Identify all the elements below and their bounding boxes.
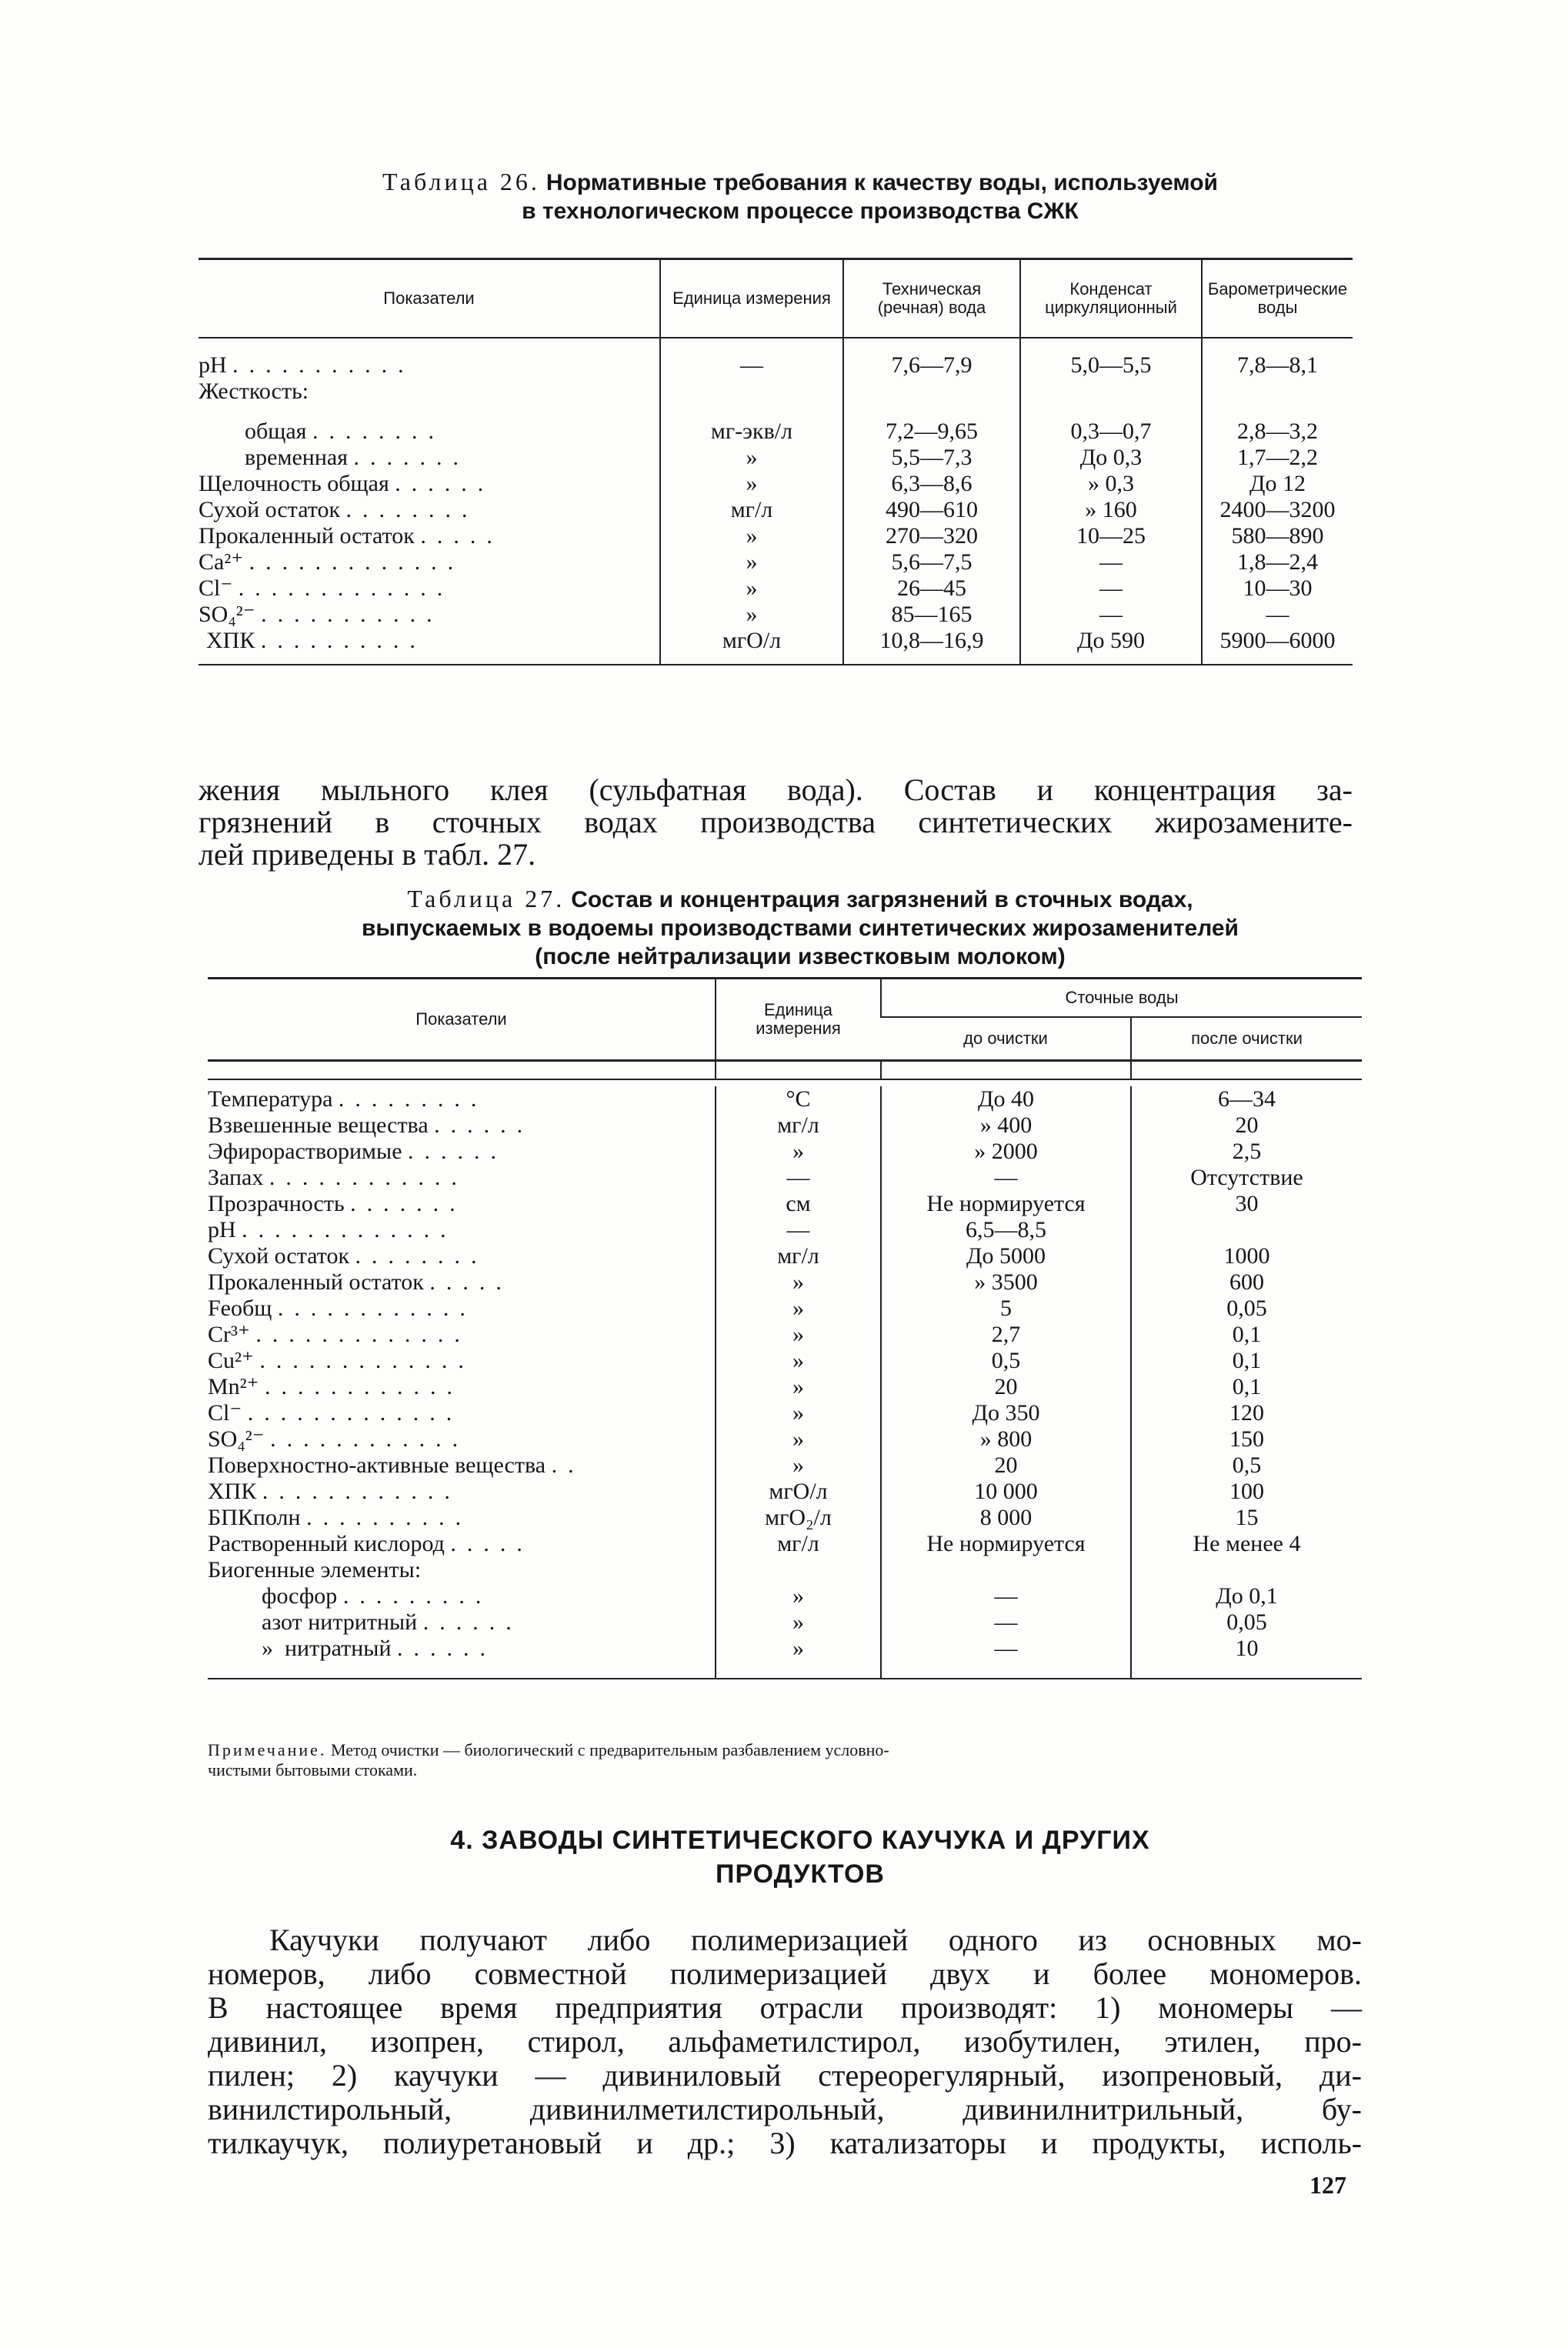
table-26-title-line2: в технологическом процессе производства СЖК	[522, 198, 1079, 224]
table-27-row-name: Cu²⁺	[208, 1348, 254, 1373]
table-26-cell: 26—45	[843, 575, 1020, 602]
table-27-cell-unit: »	[716, 1139, 881, 1165]
table-26-row-name: Жесткость:	[199, 379, 309, 404]
table-26-cell-unit: —	[660, 352, 843, 379]
table-27-cell: 0,5	[881, 1348, 1131, 1374]
table-row: SO₄²⁻ ............ » » 800 150	[208, 1426, 1362, 1452]
table-row: Прозрачность ....... см Не нормируется 30	[208, 1191, 1362, 1217]
body-paragraph-1	[199, 774, 1353, 871]
table-27-cell: Не нормируется	[881, 1191, 1131, 1217]
table-row: Щелочность общая ...... » 6,3—8,6 » 0,3 До 12	[199, 471, 1353, 497]
table-27-cell-unit: »	[716, 1269, 881, 1296]
table-27-cell: 20	[881, 1374, 1131, 1400]
table-27-cell: » 3500	[881, 1269, 1131, 1296]
table-26-header-unit: Единица измерения	[660, 259, 843, 339]
table-26-cell-unit: »	[660, 602, 843, 628]
table-26-cell: » 0,3	[1020, 471, 1202, 497]
table-27-row-name: Запах	[208, 1165, 264, 1190]
table-27-cell: 15	[1131, 1505, 1362, 1531]
table-27-cell-unit: »	[716, 1583, 881, 1609]
table-26-cell: 6,3—8,6	[843, 471, 1020, 497]
table-27-row-name: Cl⁻	[208, 1400, 242, 1426]
table-27-cell: 0,1	[1131, 1374, 1362, 1400]
table-27-cell: 6—34	[1131, 1086, 1362, 1112]
table-26-cell: До 0,3	[1020, 445, 1202, 471]
table-26-cell: » 160	[1020, 497, 1202, 523]
table-26-cell: 10,8—16,9	[843, 628, 1020, 654]
table-27-row-name: ХПК	[208, 1479, 257, 1504]
table-27-cell-unit: мгО/л	[716, 1479, 881, 1505]
table-row: фосфор ......... » — До 0,1	[208, 1583, 1362, 1609]
table-27-cell: 600	[1131, 1269, 1362, 1296]
table-26-cell: 7,8—8,1	[1202, 352, 1353, 379]
table-27-cell-unit: »	[716, 1400, 881, 1426]
table-27-cell-unit: —	[716, 1165, 881, 1191]
table-26-cell: —	[1020, 575, 1202, 602]
table-26-row-name: Щелочность общая	[199, 471, 389, 496]
table-27-title-line1: Состав и концентрация загрязнений в сточных водах,	[571, 887, 1193, 912]
table-row: ХПК ............ мгО/л 10 000 100	[208, 1479, 1362, 1505]
table-26-row-name: временная	[245, 445, 349, 470]
table-27-cell: 0,05	[1131, 1296, 1362, 1322]
table-27-header-wastewater: Сточные воды	[881, 979, 1362, 1018]
table-27-row-name: азот нитритный	[262, 1609, 418, 1635]
table-26	[199, 258, 1353, 665]
paragraph-line: пилен; 2) каучуки — дивиниловый стереорегулярный, изопреновый, ди-	[208, 2058, 1362, 2093]
paragraph-line: номеров, либо совместной полимеризацией двух и более мономеров.	[208, 1956, 1362, 1991]
table-27-cell: 0,05	[1131, 1609, 1362, 1636]
table-27-cell: » 400	[881, 1112, 1131, 1139]
table-26-cell-unit: »	[660, 445, 843, 471]
table-26-row-name: Cl⁻	[199, 575, 233, 601]
table-row: Cl⁻ ............. » До 350 120	[208, 1400, 1362, 1426]
paragraph-line: дивинил, изопрен, стирол, альфаметилстирол, изобутилен, этилен, про-	[208, 2024, 1362, 2059]
table-row: Взвешенные вещества ...... мг/л » 400 20	[208, 1112, 1362, 1139]
table-27-header-indicator: Показатели	[208, 979, 716, 1061]
table-26-header-river-water: Техническая (речная) вода	[843, 259, 1020, 339]
table-26-cell: 1,8—2,4	[1202, 549, 1353, 575]
table-row: Сухой остаток ........ мг/л До 5000 1000	[208, 1243, 1362, 1269]
table-27-cell-unit: »	[716, 1322, 881, 1348]
table-26-cell: 2,8—3,2	[1202, 419, 1353, 445]
table-27-cell-unit: »	[716, 1426, 881, 1452]
table-row: pH ........... — 7,6—7,9 5,0—5,5 7,8—8,1	[199, 352, 1353, 379]
table-27-title-line2: выпускаемых в водоемы производствами синтетических жирозаменителей	[361, 916, 1239, 941]
table-26-cell: 2400—3200	[1202, 497, 1353, 523]
table-27-row-name: Сухой остаток	[208, 1243, 350, 1269]
table-row: Cl⁻ ............. » 26—45 — 10—30	[199, 575, 1353, 602]
table-26-cell: 85—165	[843, 602, 1020, 628]
table-27-cell: 30	[1131, 1191, 1362, 1217]
table-27-cell: 8 000	[881, 1505, 1131, 1531]
table-27-cell: —	[881, 1165, 1131, 1191]
table-26-label: Таблица 26.	[382, 168, 540, 195]
table-27-cell-unit: см	[716, 1191, 881, 1217]
table-27-cell: 20	[1131, 1112, 1362, 1139]
table-26-caption	[154, 168, 1446, 225]
table-27-title-line3: (после нейтрализации известковым молоком)	[535, 944, 1066, 969]
table-27-row-name: Feобщ	[208, 1296, 272, 1321]
table-26-cell: 580—890	[1202, 523, 1353, 549]
table-row: SO₄²⁻ ........... » 85—165 — —	[199, 602, 1353, 628]
table-27-cell: 100	[1131, 1479, 1362, 1505]
table-27-row-name: Эфирорастворимые	[208, 1139, 402, 1164]
table-27-row-name: Биогенные элементы:	[208, 1557, 422, 1583]
paragraph-line: лей приведены в табл. 27.	[199, 837, 536, 872]
paragraph-line: грязнений в сточных водах производства синтетических жирозамените-	[199, 805, 1353, 839]
table-row	[199, 379, 1353, 405]
table-26-row-name: SO₄²⁻	[199, 602, 255, 627]
table-26-cell: 7,6—7,9	[843, 352, 1020, 379]
table-27-row-name: Растворенный кислород	[208, 1531, 445, 1556]
page-number: 127	[1309, 2171, 1346, 2199]
table-27-row-name: Температура	[208, 1086, 333, 1112]
table-27-cell: 2,7	[881, 1322, 1131, 1348]
table-27-cell-unit: °C	[716, 1086, 881, 1112]
table-27-header-after: после очистки	[1131, 1017, 1362, 1061]
table-row: Ca²⁺ ............. » 5,6—7,5 — 1,8—2,4	[199, 549, 1353, 575]
table-27-cell-unit: мг/л	[716, 1531, 881, 1557]
table-27-row-name: фосфор	[262, 1583, 338, 1609]
note-label: Примечание.	[208, 1740, 327, 1759]
table-26-cell: —	[1020, 549, 1202, 575]
table-27-cell: 150	[1131, 1426, 1362, 1452]
section-heading-line2: ПРОДУКТОВ	[716, 1859, 885, 1889]
table-27-body	[208, 1086, 1362, 1679]
table-26-row-name: Сухой остаток	[199, 497, 341, 522]
table-row: Прокаленный остаток ..... » 270—320 10—25 580—890	[199, 523, 1353, 549]
table-27-cell: » 800	[881, 1426, 1131, 1452]
table-27-cell-unit: »	[716, 1636, 881, 1662]
table-27-cell: До 350	[881, 1400, 1131, 1426]
table-27-cell: —	[881, 1609, 1131, 1636]
table-27-note	[208, 1740, 1362, 1780]
table-27-cell: » 2000	[881, 1139, 1131, 1165]
table-26-cell: 10—25	[1020, 523, 1202, 549]
table-27-cell: 0,1	[1131, 1322, 1362, 1348]
table-27-row-name: Mn²⁺	[208, 1374, 259, 1399]
table-26-cell: 10—30	[1202, 575, 1353, 602]
table-27-row-name: Взвешенные вещества	[208, 1112, 429, 1138]
paragraph-line: винилстирольный, дивинилметилстирольный, дивинилнитрильный, бу-	[208, 2092, 1362, 2126]
table-27-cell: 6,5—8,5	[881, 1217, 1131, 1243]
note-text-continued: чистыми бытовыми стоками.	[208, 1760, 418, 1779]
table-27-cell-unit: »	[716, 1296, 881, 1322]
table-26-cell: 490—610	[843, 497, 1020, 523]
table-26-cell-unit: »	[660, 549, 843, 575]
table-27-row-name: БПКполн	[208, 1505, 301, 1530]
table-row: Растворенный кислород ..... мг/л Не нормируется Не менее 4	[208, 1531, 1362, 1557]
table-26-cell-unit: мгО/л	[660, 628, 843, 654]
table-26-title-line1: Нормативные требования к качеству воды, используемой	[545, 170, 1218, 195]
table-26-cell-unit: »	[660, 471, 843, 497]
table-27-cell: Не нормируется	[881, 1531, 1131, 1557]
table-26-cell: 0,3—0,7	[1020, 419, 1202, 445]
table-27-cell-unit: »	[716, 1348, 881, 1374]
table-row: Mn²⁺ ............ » 20 0,1	[208, 1374, 1362, 1400]
table-26-cell-unit: мг/л	[660, 497, 843, 523]
table-row: Cu²⁺ ............. » 0,5 0,1	[208, 1348, 1362, 1374]
table-26-row-name: Ca²⁺	[199, 549, 244, 575]
table-27-cell-unit: мг/л	[716, 1243, 881, 1269]
table-26-cell: 270—320	[843, 523, 1020, 549]
table-27-row-name: pH	[208, 1217, 236, 1242]
table-27-label: Таблица 27.	[407, 885, 565, 912]
table-row: Прокаленный остаток ..... » » 3500 600	[208, 1269, 1362, 1296]
paragraph-line: жения мыльного клея (сульфатная вода). Состав и концентрация за-	[199, 772, 1353, 807]
table-27-row-name: Прокаленный остаток	[208, 1269, 424, 1295]
table-26-cell: До 12	[1202, 471, 1353, 497]
table-26-row-name: pH	[199, 352, 227, 378]
table-27-cell-unit: мгО₂/л	[716, 1505, 881, 1531]
table-row: Запах ............ — — Отсутствие	[208, 1165, 1362, 1191]
table-27-row-name: » нитратный	[262, 1636, 392, 1661]
table-27-cell	[1131, 1217, 1362, 1243]
table-27-cell-unit: »	[716, 1452, 881, 1479]
table-26-cell: 5,6—7,5	[843, 549, 1020, 575]
section-heading	[154, 1823, 1446, 1891]
table-row: Эфирорастворимые ...... » » 2000 2,5	[208, 1139, 1362, 1165]
paragraph-line: Каучуки получают либо полимеризацией одного из основных мо-	[269, 1923, 1362, 1957]
table-26-cell-unit: »	[660, 575, 843, 602]
table-27-cell: 120	[1131, 1400, 1362, 1426]
table-26-cell-unit: »	[660, 523, 843, 549]
paragraph-line: тилкаучук, полиуретановый и др.; 3) катализаторы и продукты, исполь-	[208, 2126, 1362, 2160]
table-row: pH ............. — 6,5—8,5	[208, 1217, 1362, 1243]
table-27-cell-unit: »	[716, 1374, 881, 1400]
body-paragraph-2	[208, 1923, 1362, 2160]
table-27-cell: 10 000	[881, 1479, 1131, 1505]
paragraph-line: В настоящее время предприятия отрасли производят: 1) мономеры —	[208, 1990, 1362, 2025]
table-27-cell: 2,5	[1131, 1139, 1362, 1165]
table-27-cell: 0,5	[1131, 1452, 1362, 1479]
table-row: » нитратный ...... » — 10	[208, 1636, 1362, 1662]
table-27-cell: 20	[881, 1452, 1131, 1479]
table-26-cell: 1,7—2,2	[1202, 445, 1353, 471]
table-27-cell: 5	[881, 1296, 1131, 1322]
table-26-cell: —	[1202, 602, 1353, 628]
table-27-caption	[154, 885, 1446, 971]
table-27-cell: Не менее 4	[1131, 1531, 1362, 1557]
table-26-cell: 5,0—5,5	[1020, 352, 1202, 379]
table-26-cell-unit: мг-экв/л	[660, 419, 843, 445]
section-heading-line1: 4. ЗАВОДЫ СИНТЕТИЧЕСКОГО КАУЧУКА И ДРУГИХ	[450, 1826, 1150, 1855]
table-27-cell: До 0,1	[1131, 1583, 1362, 1609]
table-row: временная ....... » 5,5—7,3 До 0,3 1,7—2,2	[199, 445, 1353, 471]
table-row: Cr³⁺ ............. » 2,7 0,1	[208, 1322, 1362, 1348]
table-27-cell: 0,1	[1131, 1348, 1362, 1374]
table-27-row-name: SO₄²⁻	[208, 1426, 265, 1452]
table-26-cell: 5900—6000	[1202, 628, 1353, 654]
table-27-cell: Отсутствие	[1131, 1165, 1362, 1191]
table-row: БПКполн .......... мгО₂/л 8 000 15	[208, 1505, 1362, 1531]
table-27-cell: До 40	[881, 1086, 1131, 1112]
table-27-row-name: Поверхностно-активные вещества	[208, 1452, 546, 1478]
table-27-cell-unit: »	[716, 1609, 881, 1636]
table-26-row-name: ХПК	[206, 628, 255, 653]
table-27-cell: 10	[1131, 1636, 1362, 1662]
table-row: азот нитритный ...... » — 0,05	[208, 1609, 1362, 1636]
table-27-header-unit: Единица измерения	[716, 979, 881, 1061]
table-27-cell: До 5000	[881, 1243, 1131, 1269]
table-26-row-name: Прокаленный остаток	[199, 523, 415, 549]
table-26-header-barometric: Барометрические воды	[1202, 259, 1353, 339]
table-27-row-name: Прозрачность	[208, 1191, 345, 1216]
note-text: Метод очистки — биологический с предварительным разбавлением условно-	[330, 1740, 889, 1759]
table-27-cell: —	[881, 1636, 1131, 1662]
table-27-header-before: до очистки	[963, 1029, 1048, 1048]
table-26-header-condensate: Конденсат циркуляционный	[1020, 259, 1202, 339]
table-26-cell: —	[1020, 602, 1202, 628]
table-27-cell: —	[881, 1583, 1131, 1609]
table-26-row-name: общая	[245, 419, 307, 444]
table-26-header-indicator: Показатели	[383, 288, 475, 308]
table-row	[208, 1557, 1362, 1583]
table-26-cell: 5,5—7,3	[843, 445, 1020, 471]
table-row: Температура ......... °C До 40 6—34	[208, 1086, 1362, 1112]
table-row: Сухой остаток ........ мг/л 490—610 » 160 2400—3200	[199, 497, 1353, 523]
table-27-cell: 1000	[1131, 1243, 1362, 1269]
table-27-row-name: Cr³⁺	[208, 1322, 250, 1347]
table-27-cell-unit: —	[716, 1217, 881, 1243]
table-row: ХПК .......... мгО/л 10,8—16,9 До 590 5900—6000	[199, 628, 1353, 654]
table-row: Поверхностно-активные вещества .. » 20 0,5	[208, 1452, 1362, 1479]
table-27	[208, 977, 1362, 1080]
table-27-cell-unit: мг/л	[716, 1112, 881, 1139]
table-26-cell: До 590	[1020, 628, 1202, 654]
table-row: Feобщ ............ » 5 0,05	[208, 1296, 1362, 1322]
table-26-cell: 7,2—9,65	[843, 419, 1020, 445]
table-row: общая ........ мг-экв/л 7,2—9,65 0,3—0,7 2,8—3,2	[199, 419, 1353, 445]
